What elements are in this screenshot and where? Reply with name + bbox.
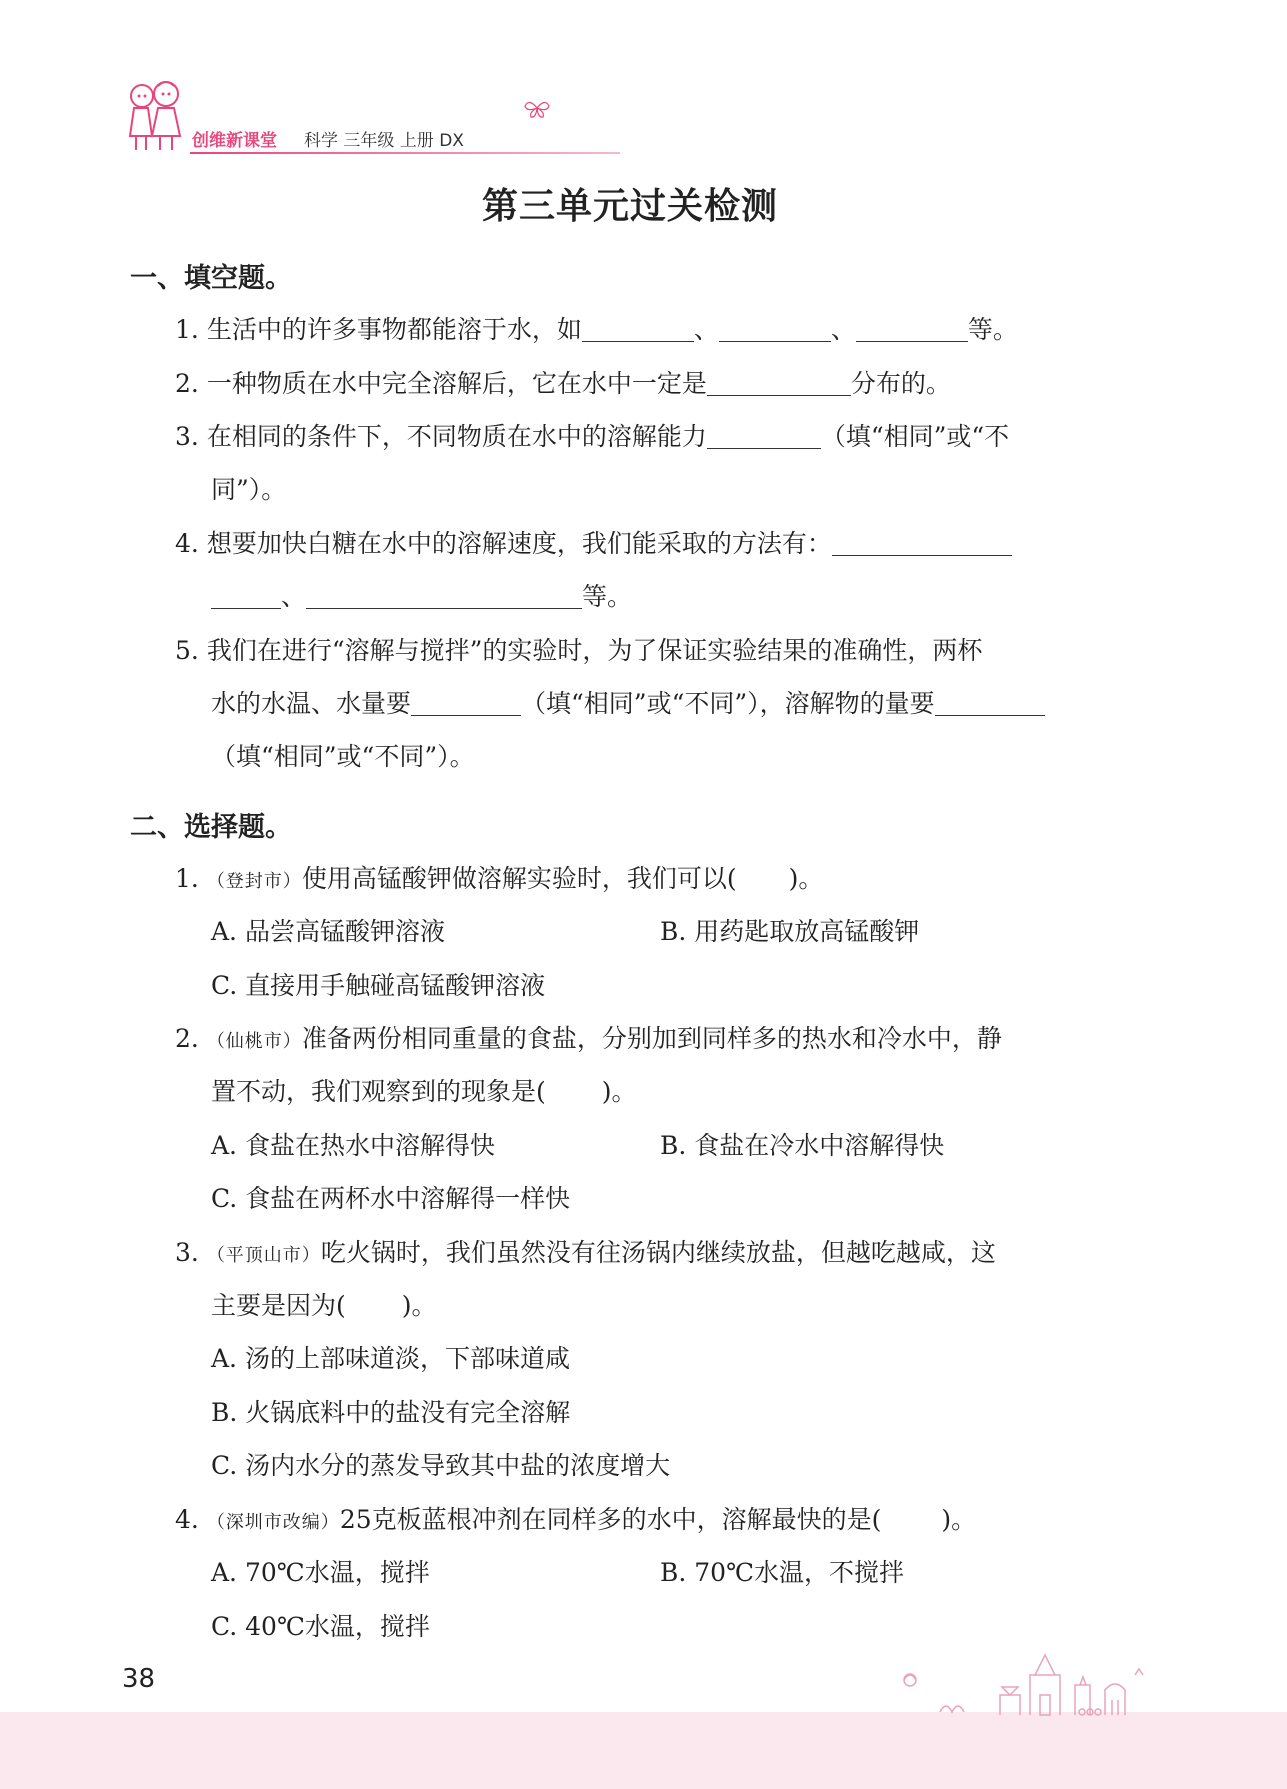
header-divider <box>190 152 620 154</box>
option-c[interactable]: C. 汤内水分的蒸发导致其中盐的浓度增大 <box>211 1451 671 1480</box>
option-b[interactable]: B. 70℃水温，不搅拌 <box>660 1558 905 1587</box>
option-c[interactable]: C. 食盐在两杯水中溶解得一样快 <box>211 1184 571 1213</box>
answer-blank[interactable] <box>411 691 521 716</box>
fill-question-5-cont: 水的水温、水量要 （填“相同”或“不同”），溶解物的量要 <box>211 687 1045 721</box>
fill-question-2: 2. 一种物质在水中完全溶解后，它在水中一定是 分布的。 <box>175 369 951 398</box>
answer-blank[interactable] <box>582 317 694 342</box>
fill-question-1: 1. 生活中的许多事物都能溶于水，如 、 、 等。 <box>175 315 1018 344</box>
brand-name: 创维新课堂 <box>192 131 277 151</box>
section-choice-heading: 二、选择题。 <box>130 812 292 843</box>
option-a[interactable]: A. 70℃水温，搅拌 <box>211 1558 430 1587</box>
option-a[interactable]: A. 汤的上部味道淡，下部味道咸 <box>211 1344 570 1373</box>
choice-question-2-cont: 置不动，我们观察到的现象是( )。 <box>211 1077 637 1106</box>
answer-blank[interactable] <box>707 424 821 449</box>
fill-question-4: 4. 想要加快白糖在水中的溶解速度，我们能采取的方法有： <box>175 527 1012 561</box>
cartoon-kids-icon <box>122 78 192 156</box>
option-a[interactable]: A. 食盐在热水中溶解得快 <box>211 1131 495 1160</box>
option-b[interactable]: B. 火锅底料中的盐没有完全溶解 <box>211 1398 571 1427</box>
option-c[interactable]: C. 40℃水温，搅拌 <box>211 1612 430 1641</box>
choice-question-2: 2. （仙桃市）准备两份相同重量的食盐，分别加到同样多的热水和冷水中，静 <box>175 1024 1002 1053</box>
answer-blank[interactable] <box>707 371 851 396</box>
page-number: 38 <box>122 1664 156 1694</box>
fill-question-5: 5. 我们在进行“溶解与搅拌”的实验时，为了保证实验结果的准确性，两杯 <box>175 636 983 665</box>
fill-question-3-cont: 同”）。 <box>211 475 287 504</box>
choice-question-4: 4. （深圳市改编）25克板蓝根冲剂在同样多的水中，溶解最快的是( )。 <box>175 1505 977 1534</box>
section-fill-in-heading: 一、填空题。 <box>130 263 292 294</box>
answer-blank[interactable] <box>856 317 968 342</box>
choice-question-1: 1. （登封市）使用高锰酸钾做溶解实验时，我们可以( )。 <box>175 864 824 893</box>
footer-band <box>0 1712 1287 1789</box>
choice-question-3-cont: 主要是因为( )。 <box>211 1291 437 1320</box>
option-b[interactable]: B. 食盐在冷水中溶解得快 <box>660 1131 945 1160</box>
answer-blank[interactable] <box>306 584 582 609</box>
fill-question-3: 3. 在相同的条件下，不同物质在水中的溶解能力 （填“相同”或“不 <box>175 422 1010 451</box>
butterfly-icon <box>522 98 552 118</box>
subject-line: 科学 三年级 上册 DX <box>304 131 464 151</box>
fill-question-4-cont: 、 等。 <box>211 580 632 614</box>
option-c[interactable]: C. 直接用手触碰高锰酸钾溶液 <box>211 971 546 1000</box>
castle-decoration-icon <box>880 1640 1170 1720</box>
option-b[interactable]: B. 用药匙取放高锰酸钾 <box>660 917 920 946</box>
fill-question-5-cont2: （填“相同”或“不同”）。 <box>211 742 475 771</box>
answer-blank[interactable] <box>832 531 1012 556</box>
answer-blank[interactable] <box>935 691 1045 716</box>
answer-blank[interactable] <box>719 317 831 342</box>
answer-blank[interactable] <box>211 584 281 609</box>
page-header <box>122 78 622 158</box>
option-a[interactable]: A. 品尝高锰酸钾溶液 <box>211 917 445 946</box>
choice-question-3: 3. （平顶山市）吃火锅时，我们虽然没有往汤锅内继续放盐，但越吃越咸，这 <box>175 1238 996 1267</box>
page-title: 第三单元过关检测 <box>481 186 778 227</box>
